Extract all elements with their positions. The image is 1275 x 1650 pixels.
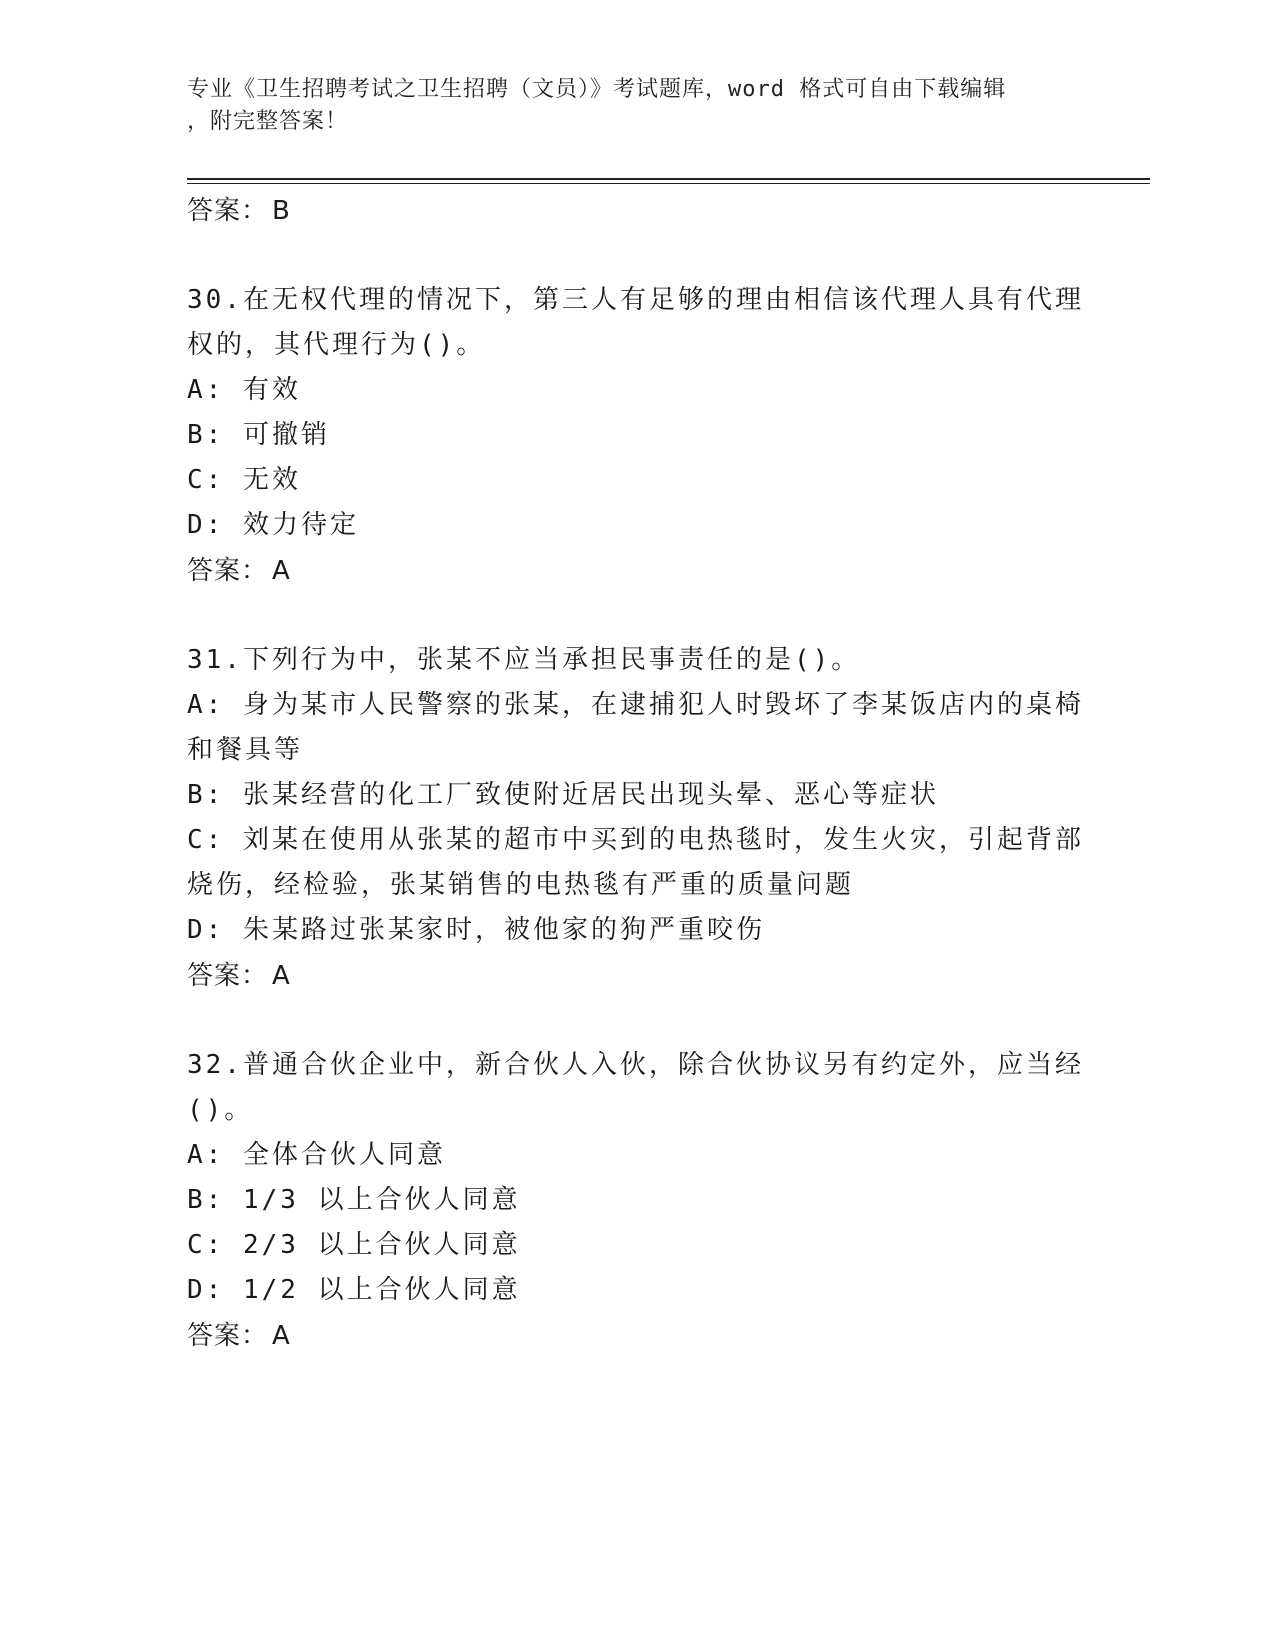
option-a: A: 身为某市人民警察的张某，在逮捕犯人时毁坏了李某饭店内的桌椅和餐具等 [187,690,1084,765]
question-stem: 30.在无权代理的情况下，第三人有足够的理由相信该代理人具有代理权的，其代理行为()。 [187,285,1084,360]
option-c: C: 刘某在使用从张某的超市中买到的电热毯时，发生火灾，引起背部烧伤，经检验，张某销售的电热毯有严重的质量问题 [187,825,1084,900]
option-c: C: 2/3 以上合伙人同意 [187,1230,521,1260]
question-stem: 32.普通合伙企业中，新合伙人入伙，除合伙协议另有约定外，应当经()。 [187,1050,1084,1125]
option-b: B: 可撤销 [187,420,330,450]
header-line-1: 专业《卫生招聘考试之卫生招聘（文员）》考试题库，word 格式可自由下载编辑 [187,77,1007,102]
question-answer [187,953,1087,999]
header-divider-thin [187,183,1150,184]
previous-answer [187,188,1087,234]
header-divider [187,178,1150,180]
answer-value: A [272,556,291,586]
question-answer [187,548,1087,594]
question-30 [187,278,1087,594]
option-d: D: 朱某路过张某家时，被他家的狗严重咬伤 [187,915,765,945]
question-32 [187,1043,1087,1359]
answer-value: A [272,1321,291,1351]
option-a: A: 全体合伙人同意 [187,1140,446,1170]
option-a: A: 有效 [187,375,301,405]
answer-label: 答案： [187,196,269,226]
document-header [187,74,1067,138]
question-list [187,188,1087,1359]
option-d: D: 1/2 以上合伙人同意 [187,1275,521,1305]
question-stem: 31.下列行为中，张某不应当承担民事责任的是()。 [187,645,861,675]
header-line-2: ，附完整答案！ [187,109,349,134]
question-31 [187,638,1087,999]
question-answer [187,1313,1087,1359]
answer-label: 答案： [187,961,269,991]
option-b: B: 1/3 以上合伙人同意 [187,1185,521,1215]
answer-value: B [272,196,291,226]
answer-label: 答案： [187,1321,269,1351]
answer-value: A [272,961,291,991]
option-b: B: 张某经营的化工厂致使附近居民出现头晕、恶心等症状 [187,780,939,810]
answer-label: 答案： [187,556,269,586]
option-c: C: 无效 [187,465,301,495]
option-d: D: 效力待定 [187,510,359,540]
